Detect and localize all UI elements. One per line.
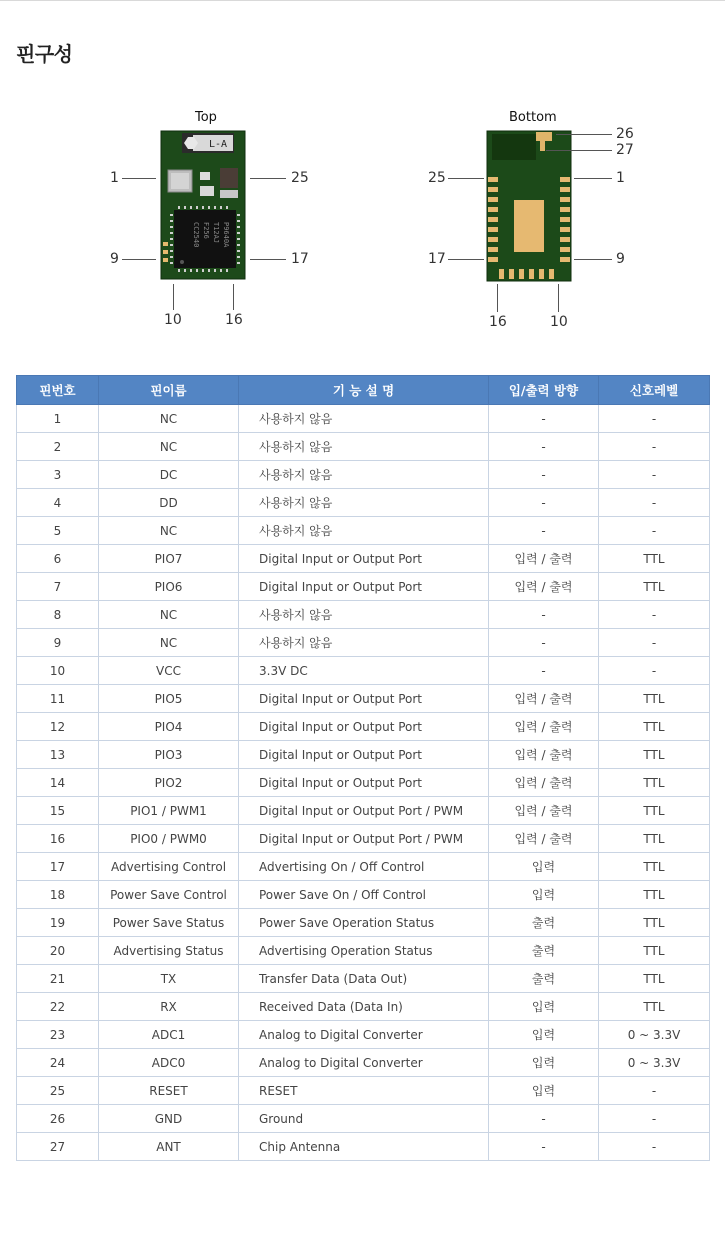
arrow-line xyxy=(556,134,612,135)
cell-description: RESET xyxy=(239,1077,489,1105)
table-row xyxy=(17,601,710,629)
cell-pin-name: ADC1 xyxy=(99,1021,239,1049)
cell-pin-name: ANT xyxy=(99,1133,239,1161)
table-row xyxy=(17,993,710,1021)
arrow-line xyxy=(497,284,498,312)
cell-pin-number: 18 xyxy=(17,881,99,909)
cell-description: 사용하지 않음 xyxy=(239,461,489,489)
cell-pin-number: 11 xyxy=(17,685,99,713)
cell-pin-name: PIO3 xyxy=(99,741,239,769)
cell-pin-name: DC xyxy=(99,461,239,489)
table-row xyxy=(17,545,710,573)
cell-signal-level: TTL xyxy=(599,993,710,1021)
cell-pin-name: Power Save Control xyxy=(99,881,239,909)
bottom-pin-27: 27 xyxy=(616,142,634,158)
cell-pin-number: 6 xyxy=(17,545,99,573)
cell-direction: - xyxy=(489,517,599,545)
cell-pin-name: DD xyxy=(99,489,239,517)
cell-signal-level: - xyxy=(599,1105,710,1133)
cell-direction: 입력 xyxy=(489,853,599,881)
cell-signal-level: TTL xyxy=(599,769,710,797)
cell-signal-level: - xyxy=(599,461,710,489)
top-view-label: Top xyxy=(195,110,217,125)
cell-pin-name: PIO5 xyxy=(99,685,239,713)
table-row xyxy=(17,1021,710,1049)
cell-description: Digital Input or Output Port xyxy=(239,741,489,769)
cell-pin-number: 26 xyxy=(17,1105,99,1133)
cell-pin-name: RESET xyxy=(99,1077,239,1105)
cell-description: Digital Input or Output Port / PWM xyxy=(239,825,489,853)
arrow-line xyxy=(546,150,612,151)
cell-pin-name: NC xyxy=(99,405,239,433)
cell-pin-name: Advertising Status xyxy=(99,937,239,965)
table-row xyxy=(17,461,710,489)
cell-pin-number: 5 xyxy=(17,517,99,545)
cell-signal-level: TTL xyxy=(599,965,710,993)
cell-description: 사용하지 않음 xyxy=(239,601,489,629)
cell-signal-level: TTL xyxy=(599,937,710,965)
cell-pin-name: NC xyxy=(99,629,239,657)
cell-direction: 입력 xyxy=(489,881,599,909)
cell-description: Digital Input or Output Port xyxy=(239,685,489,713)
arrow-line xyxy=(250,259,286,260)
cell-direction: 입력 / 출력 xyxy=(489,797,599,825)
table-row xyxy=(17,1105,710,1133)
cell-pin-number: 14 xyxy=(17,769,99,797)
table-row xyxy=(17,769,710,797)
cell-signal-level: 0 ~ 3.3V xyxy=(599,1049,710,1077)
cell-pin-number: 9 xyxy=(17,629,99,657)
bottom-pin-25: 25 xyxy=(428,170,446,186)
arrow-line xyxy=(448,178,484,179)
cell-pin-name: NC xyxy=(99,433,239,461)
top-pin-16: 16 xyxy=(225,312,243,328)
cell-signal-level: TTL xyxy=(599,853,710,881)
cell-direction: 입력 xyxy=(489,1021,599,1049)
cell-direction: 입력 xyxy=(489,993,599,1021)
top-pin-17: 17 xyxy=(291,251,309,267)
cell-signal-level: TTL xyxy=(599,825,710,853)
cell-pin-name: PIO0 / PWM0 xyxy=(99,825,239,853)
cell-direction: 입력 / 출력 xyxy=(489,573,599,601)
chip-marking-2: F256 xyxy=(202,222,210,239)
cell-pin-number: 21 xyxy=(17,965,99,993)
cell-pin-number: 22 xyxy=(17,993,99,1021)
cell-pin-number: 16 xyxy=(17,825,99,853)
cell-pin-number: 12 xyxy=(17,713,99,741)
cell-direction: - xyxy=(489,461,599,489)
table-row xyxy=(17,853,710,881)
cell-pin-number: 17 xyxy=(17,853,99,881)
top-pin-10: 10 xyxy=(164,312,182,328)
cell-description: Advertising On / Off Control xyxy=(239,853,489,881)
table-row xyxy=(17,629,710,657)
bottom-pin-26: 26 xyxy=(616,126,634,142)
cell-direction: 입력 / 출력 xyxy=(489,545,599,573)
cell-signal-level: TTL xyxy=(599,573,710,601)
cell-description: 사용하지 않음 xyxy=(239,433,489,461)
cell-signal-level: - xyxy=(599,405,710,433)
cell-signal-level: - xyxy=(599,517,710,545)
cell-direction: - xyxy=(489,629,599,657)
bottom-board-image xyxy=(486,130,572,282)
cell-signal-level: TTL xyxy=(599,713,710,741)
table-row xyxy=(17,741,710,769)
table-row xyxy=(17,1077,710,1105)
cell-description: Analog to Digital Converter xyxy=(239,1021,489,1049)
cell-description: Analog to Digital Converter xyxy=(239,1049,489,1077)
table-body xyxy=(17,405,710,1161)
arrow-line xyxy=(122,178,156,179)
top-pin-9: 9 xyxy=(110,251,119,267)
cell-pin-number: 24 xyxy=(17,1049,99,1077)
cell-pin-name: GND xyxy=(99,1105,239,1133)
cell-signal-level: TTL xyxy=(599,909,710,937)
bottom-pin-17: 17 xyxy=(428,251,446,267)
cell-description: Digital Input or Output Port / PWM xyxy=(239,797,489,825)
arrow-line xyxy=(250,178,286,179)
cell-description: 사용하지 않음 xyxy=(239,629,489,657)
cell-signal-level: - xyxy=(599,433,710,461)
cell-description: Power Save Operation Status xyxy=(239,909,489,937)
bottom-pin-1: 1 xyxy=(616,170,625,186)
cell-signal-level: - xyxy=(599,629,710,657)
cell-signal-level: - xyxy=(599,601,710,629)
cell-pin-name: ADC0 xyxy=(99,1049,239,1077)
cell-description: Transfer Data (Data Out) xyxy=(239,965,489,993)
cell-pin-name: PIO4 xyxy=(99,713,239,741)
top-divider xyxy=(0,0,725,1)
cell-description: Advertising Operation Status xyxy=(239,937,489,965)
cell-direction: 입력 / 출력 xyxy=(489,741,599,769)
cell-direction: - xyxy=(489,657,599,685)
arrow-line xyxy=(574,259,612,260)
table-row xyxy=(17,937,710,965)
cell-pin-number: 15 xyxy=(17,797,99,825)
table-row xyxy=(17,1049,710,1077)
cell-direction: 입력 / 출력 xyxy=(489,825,599,853)
cell-direction: 입력 xyxy=(489,1049,599,1077)
cell-description: Received Data (Data In) xyxy=(239,993,489,1021)
cell-signal-level: - xyxy=(599,1077,710,1105)
cell-pin-number: 8 xyxy=(17,601,99,629)
table-row xyxy=(17,965,710,993)
cell-pin-name: VCC xyxy=(99,657,239,685)
cell-pin-number: 13 xyxy=(17,741,99,769)
cell-pin-name: PIO1 / PWM1 xyxy=(99,797,239,825)
table-row xyxy=(17,685,710,713)
cell-pin-name: PIO2 xyxy=(99,769,239,797)
cell-direction: 입력 / 출력 xyxy=(489,685,599,713)
cell-pin-number: 19 xyxy=(17,909,99,937)
cell-signal-level: - xyxy=(599,489,710,517)
cell-pin-number: 7 xyxy=(17,573,99,601)
cell-pin-name: Power Save Status xyxy=(99,909,239,937)
cell-description: 사용하지 않음 xyxy=(239,517,489,545)
cell-pin-number: 20 xyxy=(17,937,99,965)
cell-direction: 입력 / 출력 xyxy=(489,713,599,741)
top-board-image xyxy=(160,130,246,280)
table-row xyxy=(17,713,710,741)
pin-configuration-table xyxy=(16,375,710,1161)
table-row xyxy=(17,489,710,517)
top-tag-text: L-A xyxy=(209,139,228,150)
arrow-line xyxy=(448,259,484,260)
chip-marking-4: P9640A xyxy=(222,222,230,248)
cell-direction: - xyxy=(489,489,599,517)
table-row xyxy=(17,881,710,909)
cell-description: Chip Antenna xyxy=(239,1133,489,1161)
top-pin-1: 1 xyxy=(110,170,119,186)
table-header-row xyxy=(17,376,710,405)
cell-direction: - xyxy=(489,601,599,629)
cell-signal-level: - xyxy=(599,657,710,685)
cell-pin-name: Advertising Control xyxy=(99,853,239,881)
cell-pin-number: 10 xyxy=(17,657,99,685)
cell-pin-name: TX xyxy=(99,965,239,993)
cell-signal-level: TTL xyxy=(599,797,710,825)
arrow-line xyxy=(574,178,612,179)
cell-description: Digital Input or Output Port xyxy=(239,573,489,601)
bottom-view-label: Bottom xyxy=(509,110,557,125)
cell-signal-level: 0 ~ 3.3V xyxy=(599,1021,710,1049)
table-row xyxy=(17,573,710,601)
cell-direction: - xyxy=(489,1105,599,1133)
cell-pin-name: RX xyxy=(99,993,239,1021)
cell-direction: 출력 xyxy=(489,909,599,937)
chip-marking-1: CC2540 xyxy=(192,222,200,248)
cell-direction: - xyxy=(489,1133,599,1161)
cell-direction: - xyxy=(489,405,599,433)
cell-pin-number: 3 xyxy=(17,461,99,489)
cell-pin-name: PIO6 xyxy=(99,573,239,601)
cell-pin-name: PIO7 xyxy=(99,545,239,573)
table-row xyxy=(17,657,710,685)
cell-pin-number: 4 xyxy=(17,489,99,517)
cell-signal-level: - xyxy=(599,1133,710,1161)
cell-pin-number: 1 xyxy=(17,405,99,433)
cell-description: 사용하지 않음 xyxy=(239,489,489,517)
table-row xyxy=(17,1133,710,1161)
header-description: 기 능 설 명 xyxy=(239,376,489,405)
arrow-line xyxy=(173,284,174,310)
arrow-line xyxy=(233,284,234,310)
cell-pin-number: 25 xyxy=(17,1077,99,1105)
cell-signal-level: TTL xyxy=(599,881,710,909)
cell-direction: 입력 / 출력 xyxy=(489,769,599,797)
table-row xyxy=(17,797,710,825)
cell-direction: 출력 xyxy=(489,937,599,965)
bottom-pin-16: 16 xyxy=(489,314,507,330)
cell-description: Digital Input or Output Port xyxy=(239,769,489,797)
table-row xyxy=(17,405,710,433)
header-pin-name: 핀이름 xyxy=(99,376,239,405)
cell-pin-number: 27 xyxy=(17,1133,99,1161)
cell-description: Power Save On / Off Control xyxy=(239,881,489,909)
cell-pin-name: NC xyxy=(99,601,239,629)
cell-direction: 출력 xyxy=(489,965,599,993)
cell-direction: - xyxy=(489,433,599,461)
section-title: 핀구성 xyxy=(16,42,73,66)
table-row xyxy=(17,433,710,461)
cell-description: Digital Input or Output Port xyxy=(239,545,489,573)
arrow-line xyxy=(558,284,559,312)
cell-description: Digital Input or Output Port xyxy=(239,713,489,741)
cell-signal-level: TTL xyxy=(599,545,710,573)
table-row xyxy=(17,825,710,853)
cell-signal-level: TTL xyxy=(599,685,710,713)
table-row xyxy=(17,909,710,937)
cell-pin-number: 23 xyxy=(17,1021,99,1049)
cell-description: 3.3V DC xyxy=(239,657,489,685)
chip-marking-3: T12AJ xyxy=(212,222,220,244)
header-pin-number: 핀번호 xyxy=(17,376,99,405)
bottom-pin-9: 9 xyxy=(616,251,625,267)
header-signal-level: 신호레벨 xyxy=(599,376,710,405)
cell-signal-level: TTL xyxy=(599,741,710,769)
cell-description: 사용하지 않음 xyxy=(239,405,489,433)
arrow-line xyxy=(122,259,156,260)
cell-pin-name: NC xyxy=(99,517,239,545)
cell-description: Ground xyxy=(239,1105,489,1133)
bottom-pin-10: 10 xyxy=(550,314,568,330)
cell-pin-number: 2 xyxy=(17,433,99,461)
cell-direction: 입력 xyxy=(489,1077,599,1105)
table-row xyxy=(17,517,710,545)
header-direction: 입/출력 방향 xyxy=(489,376,599,405)
top-pin-25: 25 xyxy=(291,170,309,186)
